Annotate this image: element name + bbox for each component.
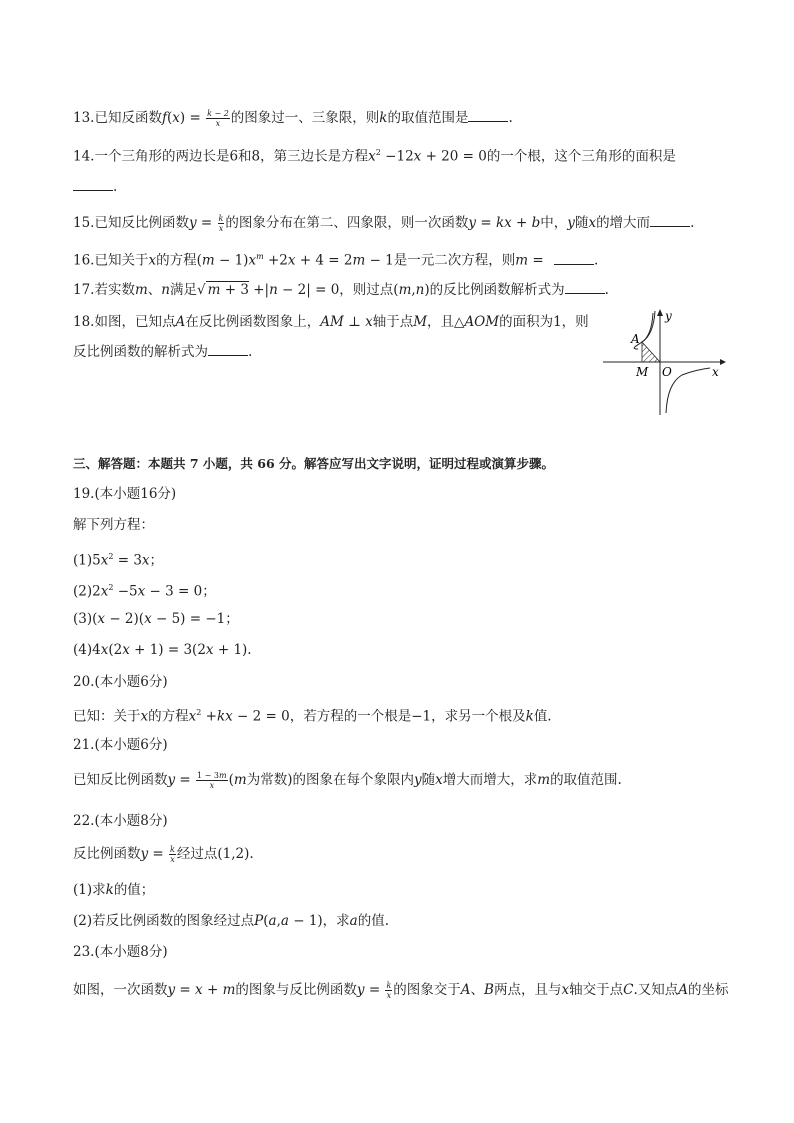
- q20-body: 已知：关于x的方程$x^2 +kx - 2 = 0$，若方程的一个根是−1，求另一个根及k值.: [73, 708, 552, 725]
- q19-part4: (4)4x(2x + 1) = 3(2x + 1).: [73, 642, 252, 658]
- q22-title: 22.(本小题8分): [73, 813, 168, 829]
- triangle-aom: [642, 342, 660, 362]
- text: 13.已知反函数: [73, 110, 162, 126]
- question-18: 18.如图，已知点A在反比例函数图象上，AM ⊥ x轴于点M，且△AOM的面积为1，则: [73, 314, 589, 330]
- question-16: 16.已知关于x的方程$(m - 1)x^m +2x + 4 = 2m - 1$是一元二次方程，则m = .: [73, 252, 599, 269]
- q23-body: 如图，一次函数y = x + m的图象与反比例函数y = $\frac{k}{x}$ 的图象交于A、B两点，且与x轴交于点C.又知点A的坐标: [73, 981, 729, 1000]
- question-17: 17.若实数m、n满足√ m + 3 +|n − 2| = 0，则过点(m,n)的反比例函数解析式为 .: [73, 282, 609, 298]
- q23-title: 23.(本小题8分): [73, 944, 168, 960]
- hyperbola-branch-lower: [666, 368, 710, 413]
- q22-body: 反比例函数y = $\frac{k}{x}$ 经过点(1,2).: [73, 845, 254, 864]
- answer-blank: [554, 252, 594, 265]
- label-x: x: [712, 365, 719, 379]
- q19-title: 19.(本小题16分): [73, 486, 177, 502]
- question-15: 15.已知反比例函数y = $\frac{k}{x}$ 的图象分布在第二、四象限，则一次函数y = kx + b中，y随x的增大而 .: [73, 214, 695, 233]
- section-3-heading: 三、解答题：本题共 7 小题，共 66 分。解答应写出文字说明，证明过程或演算步骤。: [73, 456, 555, 471]
- q20-title: 20.(本小题6分): [73, 674, 168, 690]
- q19-part3: (3)(x − 2)(x − 5) = −1；: [73, 611, 239, 627]
- q19-intro: 解下列方程：: [73, 517, 154, 533]
- question-18-cont: 反比例函数的解析式为 .: [73, 344, 253, 360]
- q19-part1: $(1)5x^2 = 3x$；: [73, 552, 164, 569]
- q22-part2: (2)若反比例函数的图象经过点P(a,a − 1)，求a的值.: [73, 913, 390, 929]
- q22-part1: (1)求k的值；: [73, 882, 155, 898]
- y-axis-arrow: [657, 309, 663, 316]
- answer-blank: [73, 178, 113, 191]
- q21-title: 21.(本小题6分): [73, 737, 168, 753]
- answer-blank: [565, 281, 605, 294]
- label-m: M: [636, 365, 649, 379]
- label-y: y: [665, 309, 672, 323]
- math-fx: f: [161, 110, 167, 126]
- answer-blank: [650, 214, 690, 227]
- question-13: 13.已知反函数f(x) = $\frac{k - 2}{x}$ 的图象过一、三象限，则k的取值范围是 .: [73, 109, 513, 128]
- label-o: O: [662, 365, 672, 379]
- answer-blank: [468, 109, 508, 122]
- answer-blank: [208, 343, 248, 356]
- question-14-blank: .: [73, 178, 117, 196]
- q21-body: 已知反比例函数y = $\frac{1 - 3m}{x}$ (m为常数)的图象在每个象限内y随x增大而增大，求m的取值范围.: [73, 771, 622, 790]
- fraction: $\frac{k - 2}{x}$: [207, 109, 229, 128]
- hyperbola-figure: [598, 305, 728, 417]
- label-a: A: [631, 332, 640, 346]
- x-axis-arrow: [720, 359, 726, 365]
- question-14: 14.一个三角形的两边长是6和8，第三边长是方程$x^2 -12x + 20 = 0$的一个根，这个三角形的面积是: [73, 148, 676, 165]
- q19-part2: $(2)2x^2 -5x - 3 = 0$；: [73, 583, 216, 600]
